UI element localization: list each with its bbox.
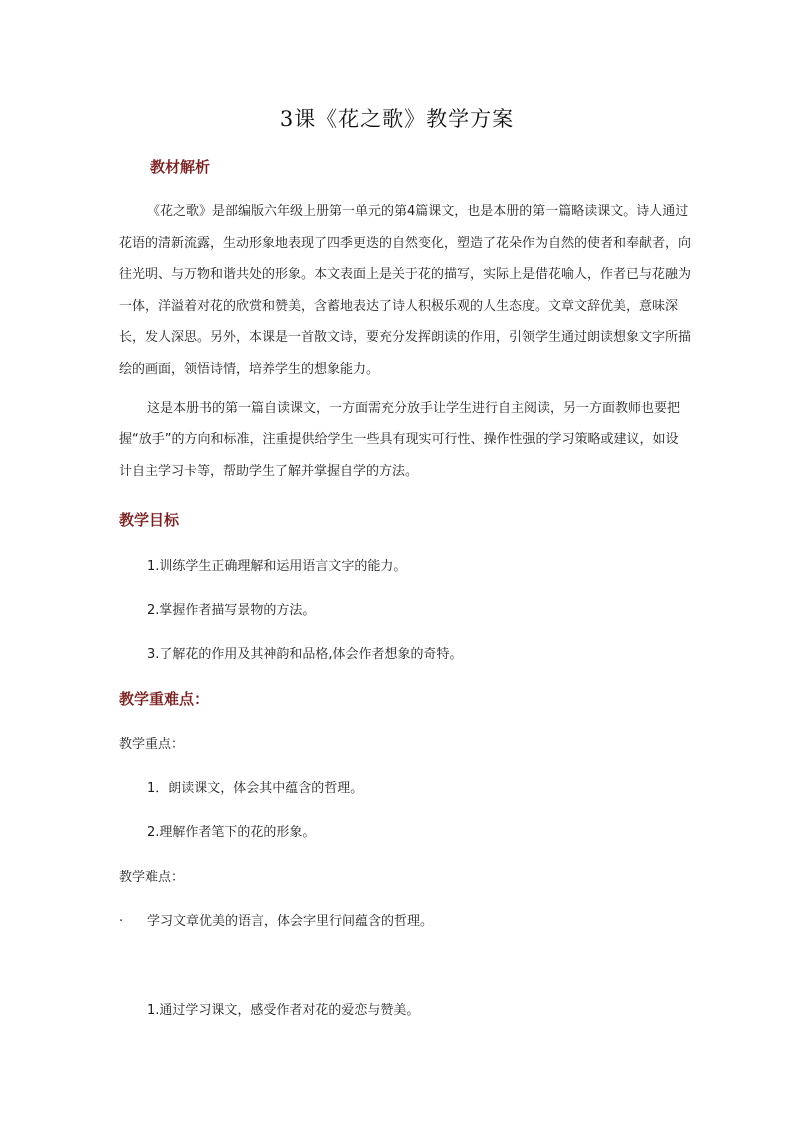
key-item-1: 1．朗读课文，体会其中蕴含的哲理。 <box>147 781 364 796</box>
difficult-item: 学习文章优美的语言，体会字里行间蕴含的哲理。 <box>147 914 434 929</box>
extra-item: 1.通过学习课文，感受作者对花的爱恋与赞美。 <box>147 1003 420 1018</box>
goal-item-2: 2.掌握作者描写景物的方法。 <box>147 603 316 618</box>
goal-item-1: 1.训练学生正确理解和运用语言文字的能力。 <box>147 559 407 574</box>
section-heading-keypoints: 教学重难点： <box>119 690 210 708</box>
goal-item-3: 3.了解花的作用及其神韵和品格,体会作者想象的奇特。 <box>147 647 463 662</box>
material-paragraph-2: 这是本册书的第一篇自读课文，一方面需充分放手让学生进行自主阅读，另一方面教师也要把握“放手”的方向和标准，注重提供给学生一些具有现实可行性、操作性强的学习策略或建议，如设计自主学习卡等，帮助学生了解并掌握自学的方法。 <box>119 400 681 479</box>
material-paragraph-1: 《花之歌》是部编版六年级上册第一单元的第4篇课文，也是本册的第一篇略读课文。诗人通过花语的清新流露，生动形象地表现了四季更迭的自然变化，塑造了花朵作为自然的使者和奉献者，向往光明、与万物和谐共处的形象。本文表面上是关于花的描写，实际上是借花喻人，作者已与花融为一体，洋溢着对花的欣赏和赞美，含蓄地表达了诗人积极乐观的人生态度。文章文辞优美，意味深长，发人深思。另外，本课是一首散文诗，要充分发挥朗读的作用，引领学生通过朗读想象文字所描绘的画面，领悟诗情，培养学生的想象能力。 <box>119 204 692 377</box>
section-heading-material: 教材解析 <box>150 158 211 176</box>
section-heading-goals: 教学目标 <box>119 511 180 529</box>
difficult-points-label: 教学难点： <box>119 870 185 885</box>
bullet-marker: . <box>119 910 124 925</box>
key-item-2: 2.理解作者笔下的花的形象。 <box>147 825 316 840</box>
material-text <box>119 196 691 487</box>
key-points-label: 教学重点： <box>119 737 185 752</box>
page-title: 3课《花之歌》教学方案 <box>279 107 515 131</box>
